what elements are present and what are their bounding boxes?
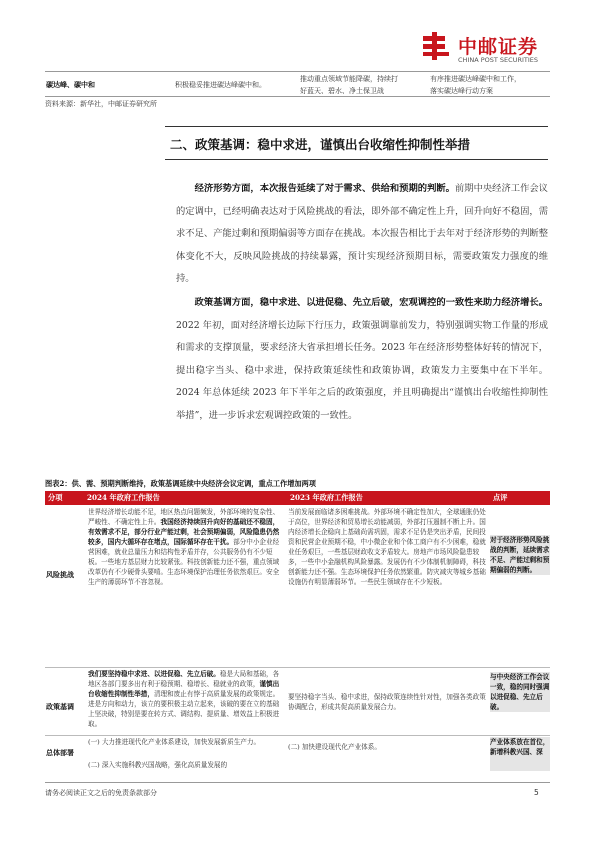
top-table-cell-4b: 落实碳达峰行动方案 xyxy=(430,87,493,95)
page-number: 5 xyxy=(534,788,539,797)
row-policy-2023: 要坚持稳字当头、稳中求进，保持政策连续性针对性，加强各类政策协调配合，形成共促高质量发展合力。 xyxy=(288,693,486,711)
footer-disclaimer: 请务必阅读正文之后的免责条款部分 xyxy=(45,789,157,797)
row-risk-2023: 当前发展面临诸多困难挑战。外部环境不确定性加大，全球通胀仍处于高位，世界经济和贸易增长动能减弱，外部打压遏制不断上升。国内经济增长企稳向上基础尚需巩固，需求不足仍是突出矛盾，民间投资和民营企业预期不稳，中小微企业和个体工商户有不少困难，稳就业任务艰巨，一些基层财政收支矛盾较大。房地产市场风险隐患较多，一些中小金融机构风险暴露。发展仍有不少体制机制障碍，科技创新能力还不强。生态环境保护任务依然繁重。防灾减灾等城乡基础设施仍有明显薄弱环节。一些民生领域存在不少短板。 xyxy=(288,508,486,586)
header-2023: 2023 年政府工作报告 xyxy=(290,493,363,502)
china-post-logo-icon xyxy=(420,30,452,62)
top-table-cell-1: 碳达峰、碳中和 xyxy=(46,80,95,89)
row-policy-2024 xyxy=(88,669,284,729)
row-label-policy: 政策基调 xyxy=(46,702,74,711)
footer-rule xyxy=(45,782,550,783)
cell-text: 稳是大局和基础，各地区各部门要多出有利于稳预期、稳增长、稳就业的政策， xyxy=(88,670,280,688)
row-label-risk: 风险挑战 xyxy=(46,570,74,579)
row-risk-2024 xyxy=(88,507,284,587)
paragraph-policy-tone xyxy=(176,292,548,427)
paragraph-body: 前期中央经济工作会议的定调中，已经明确表达对于风险挑战的看法，即外部不确定性上升，回升向好不稳固，需求不足、产能过剩和预期偏弱等方面存在挑战。本次报告相比于去年对于经济形势的判断整体变化不大，反映风险挑战的持续暴露，预计实现经济预期目标，需要政策发力强度的维持。 xyxy=(176,183,548,284)
cell-bold-text: 谨慎出台收缩性抑制性举措， xyxy=(88,680,280,698)
header-2024: 2024 年政府工作报告 xyxy=(87,493,160,502)
logo-text-cn: 中邮证券 xyxy=(458,36,539,58)
cell-bold-text: 我们要坚持稳中求进、以进促稳、先立后破。 xyxy=(88,670,220,678)
row-overall-2024-line1: (一) 大力推进现代化产业体系建设，加快发展新质生产力。 xyxy=(88,738,261,746)
paragraph-lead: 政策基调方面，稳中求进、以进促稳、先立后破，宏观调控的一致性来助力经济增长。 xyxy=(194,297,548,308)
paragraph-body: 2022 年初，面对经济增长边际下行压力，政策强调靠前发力，特别强调实物工作量的形成和需求的支撑顶量，要求经济大省承担增长任务。2023 年在经济形势整体好转的情况下，提出稳字当头、稳中求进，保持政策延续性和政策协调，政策发力主要集中在下半年。2024 年总体延续 2023 年下半年之后的政策强度，并且明确提出“谨慎出台收缩性抑制性举措”，进一步诉求宏观调控政策的一致性。 xyxy=(176,319,548,421)
source-note: 资料来源：新华社，中邮证券研究所 xyxy=(45,100,157,108)
logo-text-en: CHINA POST SECURITIES xyxy=(458,56,538,64)
table-top-border xyxy=(45,71,550,72)
cell-text: 世界经济增长动能不足，地区热点问题频发，外部环境的复杂性、严峻性、不确定性上升。 xyxy=(88,508,280,526)
figure-title: 图表2：供、需、预期判断维持，政策基调延续中央经济会议定调，重点工作增加两项 xyxy=(45,479,316,488)
paragraph-economic-situation xyxy=(176,178,548,291)
section-rule-top xyxy=(165,126,548,127)
row-risk-comment: 对于经济形势风险挑战的判断，延续需求不足、产能过剩和预期偏弱的判断。 xyxy=(490,536,550,574)
header-item: 分项 xyxy=(48,493,63,502)
section-title: 二、政策基调：稳中求进，谨慎出台收缩性抑制性举措 xyxy=(170,137,471,152)
company-logo xyxy=(420,30,590,70)
section-rule-bottom xyxy=(165,159,548,160)
top-table-cell-3a: 推动重点领域节能降碳，持续打 xyxy=(300,75,398,83)
row-divider xyxy=(45,667,550,668)
paragraph-lead: 经济形势方面，本次报告延续了对于需求、供给和预期的判断。 xyxy=(194,183,455,194)
row-policy-comment: 与中央经济工作会议一致，稳的同时强调以进促稳、先立后破。 xyxy=(490,673,550,711)
cell-bold-text: 我国经济持续回升向好的基础还不稳固，有效需求不足，部分行业产能过剩，社会预期偏弱，风险隐患仍然较多，国内大循环存在堵点，国际循环存在干扰。 xyxy=(88,518,280,546)
table-bottom-border xyxy=(45,96,550,97)
table-header xyxy=(45,491,550,505)
top-table-cell-2: 积极稳妥推进碳达峰碳中和。 xyxy=(175,81,266,89)
cell-text: 清理和废止有悖于高质量发展的政策规定。进是方向和动力，该立的要积极主动立起来，该破的要在立的基础上坚决破，特别是要在转方式、调结构、提质量、增效益上积极进取。 xyxy=(88,690,280,728)
top-table-cell-4a: 有序推进碳达峰碳中和工作， xyxy=(430,75,521,83)
row-overall-comment: 产业体系放在首位，新增科教兴国、深 xyxy=(490,737,550,771)
row-label-overall: 总体部署 xyxy=(46,748,74,757)
row-overall-2023: (二) 加快建设现代化产业体系。 xyxy=(288,743,381,751)
cell-text: 部分中小企业经营困难，就业总量压力和结构性矛盾并存，公共服务仍有不少短板。一些地方基层财力比较紧张。科技创新能力还不强，重点领域改革仍有不少硬骨头要啃。生态环境保护治理任务依然艰巨。安全生产的薄弱环节不容忽视。 xyxy=(88,538,280,586)
header-comment: 点评 xyxy=(493,493,508,502)
row-divider xyxy=(45,735,550,736)
row-overall-2024-line2: (二) 深入实施科教兴国战略，强化高质量发展的 xyxy=(88,761,228,769)
top-table-cell-3b: 好蓝天、碧水、净土保卫战 xyxy=(300,87,384,95)
